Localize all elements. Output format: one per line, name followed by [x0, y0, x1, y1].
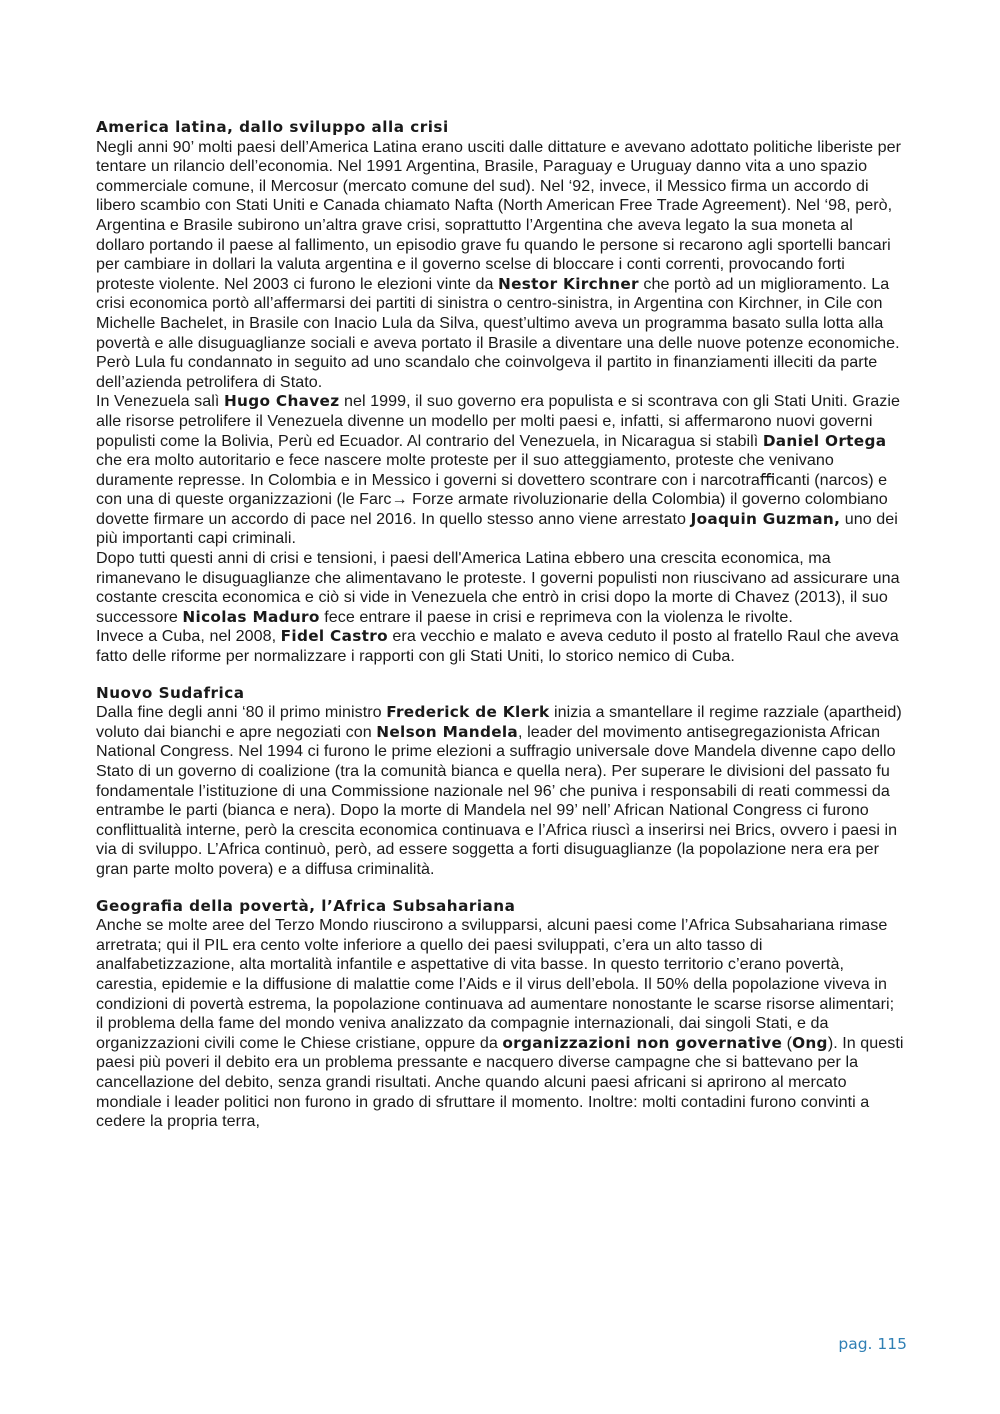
section-america-latina — [96, 118, 904, 667]
text-run: ( — [782, 1033, 793, 1052]
text-run: Anche se molte aree del Terzo Mondo riuscirono a svilupparsi, alcuni paesi come l’Africa Subsahariana rimase arretrata; qui il PIL era cento volte inferiore a quello dei paesi sviluppati, c’era un alto tasso di analfabetizzazione, alta mortalità infantile e aspettative di vita basse. In questo territorio c’erano povertà, carestia, epidemie e la diffusione di malattie come l’Aids e il virus dell’ebola. Il 50% della popolazione viveva in condizioni di povertà estrema, la popolazione continuava ad aumentare nonostante le scarse risorse alimentari; il problema della fame del mondo veniva analizzato da compagnie internazionali, dai singoli Stati, e da organizzazioni civili come le Chiese cristiane, oppure da — [96, 916, 895, 1052]
text-run: che era molto autoritario e fece nascere molte proteste per il suo atteggiamento, proteste che venivano duramente represse. In Colombia e in Messico i governi si dovettero scontrare con i narcotraﬃcanti (narcos) e con una di queste organizzazioni (le Farc→ Forze armate rivoluzionarie della Colombia) il governo colombiano dovette ﬁrmare un accordo di pace nel 2016. In quello stesso anno viene arrestato — [96, 451, 888, 528]
text-run: , leader del movimento antisegregazionista African National Congress. Nel 1994 ci furono le prime elezioni a suffragio universale dove Mandela divenne capo dello Stato di un governo di coalizione (tra la comunità bianca e quella nera). Per superare le divisioni del passato fu fondamentale l’istituzione di una Commissione nazionale nel 96’ che puniva i responsabili di reati commessi da entrambe le parti (bianca e nera). Dopo la morte di Mandela nel 99’ nell’ African National Congress ci furono conﬂittualità interne, però la crescita economica continuava e l’Africa riuscì a inserirsi nei Brics, ovvero i paesi in via di sviluppo. L’Africa continuò, però, ad essere soggetta a forti disuguaglianze (la popolazione nera era per gran parte molto povera) e a diffusa criminalità. — [96, 722, 898, 878]
text-run: era vecchio e malato e aveva ceduto il posto al fratello Raul che aveva fatto delle riforme per normalizzare i rapporti con gli Stati Uniti, lo storico nemico di Cuba. — [96, 627, 899, 666]
bold-term: Nestor Kirchner — [497, 274, 639, 293]
text-run: Negli anni 90’ molti paesi dell’America Latina erano usciti dalle dittature e avevano adottato politiche liberiste per tentare un rilancio dell’economia. Nel 1991 Argentina, Brasile, Paraguay e Uruguay danno vita a uno spazio commerciale comune, il Mercosur (mercato comune del sud). Nel ‘92, invece, il Messico ﬁrma un accordo di libero scambio con Stati Uniti e Canada chiamato Nafta (North American Free Trade Agreement). Nel ‘98, però, Argentina e Brasile subirono un’altra grave crisi, soprattutto l’Argentina che aveva legato la sua moneta al dollaro portando il paese al fallimento, un episodio grave fu quando le persone si recarono agli sportelli bancari per cambiare in dollari la valuta argentina e il governo scelse di bloccare i conti correnti, provocando forti proteste violente. Nel 2003 ci furono le elezioni vinte da — [96, 137, 902, 293]
text-run: Dopo tutti questi anni di crisi e tensioni, i paesi dell'America Latina ebbero una crescita economica, ma rimanevano le disuguaglianze che alimentavano le proteste. I governi populisti non riuscivano ad assicurare una costante crescita economica e ciò si vide in Venezuela che entrò in crisi dopo la morte di Chavez (2013), il suo successore — [96, 549, 900, 626]
section-title: Nuovo Sudafrica — [96, 683, 245, 702]
bold-term: Nelson Mandela — [376, 722, 519, 741]
bold-term: Frederick de Klerk — [386, 703, 550, 722]
section-title: America latina, dallo sviluppo alla crisi — [96, 118, 449, 136]
bold-term: Nicolas Maduro — [182, 607, 320, 626]
paragraph — [96, 549, 904, 627]
paragraph — [96, 703, 904, 879]
section-paragraphs — [96, 703, 904, 879]
text-run: ). In questi paesi più poveri il debito era un problema pressante e nacquero diverse campagne che si battevano per la cancellazione del debito, senza grandi risultati. Anche quando alcuni paesi africani si aprirono al mercato mondiale i leader politici non furono in grado di sfruttare il momento. Inoltre: molti contadini furono convinti a cedere la propria terra, — [96, 1033, 904, 1131]
text-run: Dalla ﬁne degli anni ‘80 il primo ministro — [96, 703, 387, 722]
text-run: In Venezuela salì — [96, 392, 224, 411]
bold-term: Ong — [792, 1033, 828, 1052]
paragraph — [96, 916, 904, 1132]
page-number: pag. 115 — [838, 1335, 907, 1353]
paragraph — [96, 392, 904, 549]
paragraph — [96, 627, 904, 666]
document-body — [96, 118, 904, 1132]
section-paragraphs — [96, 138, 904, 667]
bold-term: Daniel Ortega — [762, 431, 887, 450]
text-run: inizia a smantellare il regime razziale (apartheid) voluto dai bianchi e apre negoziati con — [96, 703, 902, 741]
text-run: Invece a Cuba, nel 2008, — [96, 627, 281, 646]
section-nuovo-sudafrica — [96, 684, 904, 880]
bold-term: organizzazioni non governative — [502, 1033, 783, 1052]
text-run: uno dei più importanti capi criminali. — [96, 509, 898, 548]
bold-term: Fidel Castro — [280, 627, 388, 646]
text-run: nel 1999, il suo governo era populista e si scontrava con gli Stati Uniti. Grazie alle risorse petrolifere il Venezuela divenne un modello per molti paesi e, infatti, si affermarono nuovi governi populisti come la Bolivia, Perù ed Ecuador. Al contrario del Venezuela, in Nicaragua si stabilì — [96, 392, 900, 450]
section-paragraphs — [96, 916, 904, 1132]
bold-term: Hugo Chavez — [223, 392, 340, 411]
paragraph — [96, 138, 904, 393]
section-title: Geograﬁa della povertà, l’Africa Subsahariana — [96, 896, 516, 915]
text-run: che portò ad un miglioramento. La crisi economica portò all’affermarsi dei partiti di sinistra o centro-sinistra, in Argentina con Kirchner, in Cile con Michelle Bachelet, in Brasile con Inacio Lula da Silva, quest’ultimo aveva un programma basato sulla lotta alla povertà e alle disuguaglianze sociali e aveva portato il Brasile a diventare una delle nuove potenze economiche. Però Lula fu condannato in seguito ad uno scandalo che coinvolgeva il partito in ﬁnanziamenti illeciti da parte dell’azienda petrolifera di Stato. — [96, 274, 900, 391]
bold-term: Joaquin Guzman, — [690, 509, 841, 528]
section-geografia-poverta — [96, 897, 904, 1132]
text-run: fece entrare il paese in crisi e reprimeva con la violenza le rivolte. — [319, 607, 793, 626]
